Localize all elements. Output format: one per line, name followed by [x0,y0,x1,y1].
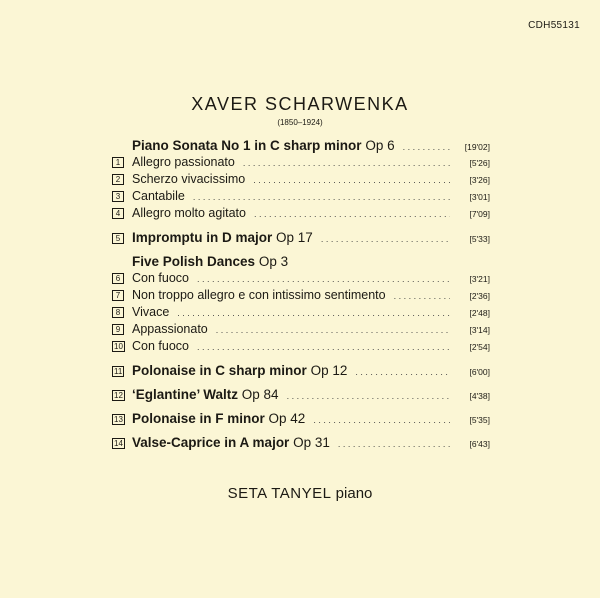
dot-leader [355,367,450,377]
performer-role: piano [335,485,373,502]
work-header-sonata [112,138,490,155]
track-row [112,271,490,288]
track-title: Appassionato [132,322,208,336]
track-row [112,387,490,404]
duration: [19'02] [464,142,490,152]
duration: [6'00] [469,367,490,377]
opus-number: Op 3 [258,254,289,269]
opus-number: Op 12 [310,363,348,378]
track-row [112,411,490,428]
track-title: Scherzo vivacissimo [132,172,246,186]
work-title: Polonaise in F minor [132,411,265,426]
work-title: ‘Eglantine’ Waltz [132,387,239,402]
track-title: Allegro passionato [132,155,235,169]
duration: [3'01] [469,192,490,202]
dot-leader [338,439,450,449]
dot-leader [394,291,450,301]
opus-number: Op 6 [365,138,395,153]
composer-dates: (1850–1924) [277,118,323,127]
track-number: 14 [114,439,123,448]
dot-leader [287,391,450,401]
performer-credit [0,485,600,502]
opus-number: Op 84 [241,387,279,402]
track-number: 5 [112,233,124,244]
dot-leader [197,274,450,284]
performer-name: SETA TANYEL [227,485,332,502]
track-number: 7 [112,290,124,301]
track-number: 3 [112,191,124,202]
duration: [6'43] [469,439,490,449]
duration: [2'36] [469,291,490,301]
duration: [7'09] [469,209,490,219]
track-number: 13 [114,415,123,424]
work-title: Piano Sonata No 1 in C sharp minor [132,138,362,153]
track-title: Allegro molto agitato [132,206,246,220]
work-title: Impromptu in D major [132,230,273,245]
work-title: Five Polish Dances [132,254,256,269]
catalogue-number: CDH55131 [528,20,580,31]
duration: [3'21] [469,274,490,284]
work-title: Polonaise in C sharp minor [132,363,307,378]
track-title: Cantabile [132,189,185,203]
track-row [112,305,490,322]
dot-leader [193,192,450,202]
dot-leader [243,158,450,168]
track-row [112,155,490,172]
track-number: 1 [112,157,124,168]
opus-number: Op 17 [276,230,313,245]
track-number: 8 [112,307,124,318]
track-row [112,206,490,223]
dot-leader [321,234,450,244]
track-row [112,322,490,339]
track-row [112,363,490,380]
duration: [5'35] [469,415,490,425]
track-number: 9 [112,324,124,335]
dot-leader [253,175,450,185]
dot-leader [216,325,450,335]
composer-name: XAVER SCHARWENKA [191,94,409,114]
duration: [3'14] [469,325,490,335]
dot-leader [177,308,450,318]
track-title: Vivace [132,305,170,319]
duration: [3'26] [469,175,490,185]
work-header-dances [112,254,490,271]
track-row [112,339,490,356]
duration: [5'33] [469,234,490,244]
track-row [112,230,490,247]
duration: [4'38] [469,391,490,401]
track-row [112,288,490,305]
opus-number: Op 42 [268,411,306,426]
dot-leader [313,415,450,425]
dot-leader [403,142,450,152]
opus-number: Op 31 [293,435,330,450]
duration: [5'26] [469,158,490,168]
track-row [112,172,490,189]
track-number: 11 [114,367,123,376]
track-title: Con fuoco [132,271,189,285]
track-row [112,189,490,206]
work-title: Valse-Caprice in A major [132,435,290,450]
track-row [112,435,490,452]
track-number: 10 [114,342,123,351]
duration: [2'54] [469,342,490,352]
duration: [2'48] [469,308,490,318]
track-number: 4 [112,208,124,219]
track-number: 2 [112,174,124,185]
track-list [112,138,490,452]
track-number: 6 [112,273,124,284]
track-number: 12 [114,391,123,400]
track-title: Non troppo allegro e con intissimo sentimento [132,288,386,302]
dot-leader [197,342,450,352]
track-title: Con fuoco [132,339,189,353]
dot-leader [254,209,450,219]
